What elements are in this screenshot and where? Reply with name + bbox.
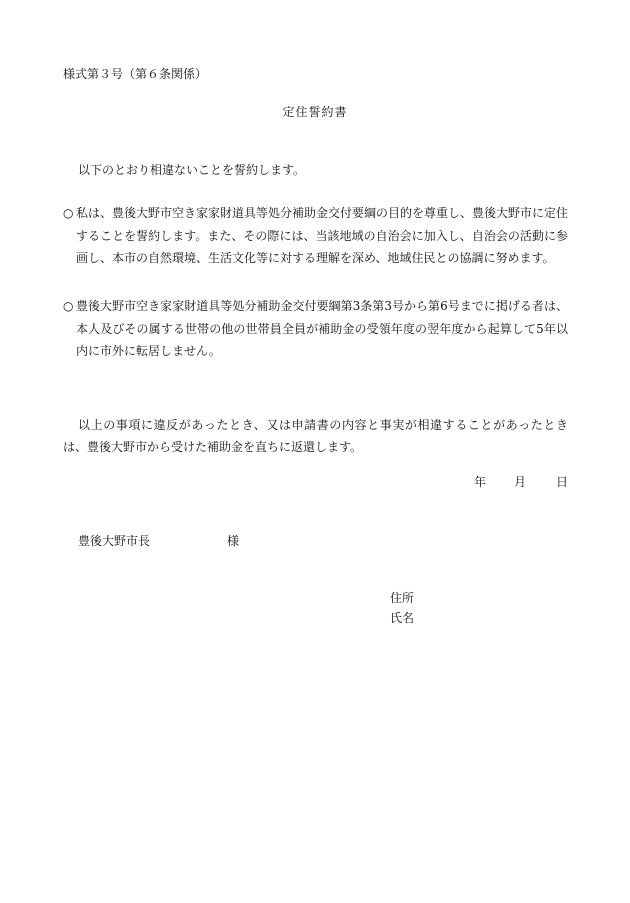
date-year-label: 年 [473,475,486,489]
addressee-name: 豊後大野市長 [78,534,151,548]
date-line [430,472,568,492]
date-month-label: 月 [513,475,526,489]
addressee-honorific: 様 [227,534,240,548]
addressee [78,531,240,551]
intro-text: 以下のとおり相違ないことを誓約します。 [78,163,306,177]
clause-text: 豊後大野市空き家家財道具等処分補助金交付要綱第3条第3号から第6号までに掲げる者は、本人及びその属する世帯の他の世帯員全員が補助金の受領年度の翌年度から起算して5年以内に市外に転居しません。 [76,299,568,358]
document-title: 定住誓約書 [282,105,348,119]
signature-address-label: 住所 [390,591,415,605]
clause-residency [63,296,568,363]
refund-statement: 以上の事項に違反があったとき、又は申請書の内容と事実が相違することがあったときは、豊後大野市から受けた補助金を直ちに返還します。 [63,418,568,454]
circle-bullet-icon: ○ [63,206,74,220]
signature-name-label: 氏名 [390,611,415,625]
clause-settlement [63,203,568,270]
circle-bullet-icon: ○ [63,299,74,313]
date-day-label: 日 [555,475,568,489]
form-number: 様式第３号（第６条関係） [63,67,208,81]
clause-text: 私は、豊後大野市空き家家財道具等処分補助金交付要綱の目的を尊重し、豊後大野市に定住することを誓約します。また、その際には、当該地域の自治会に加入し、自治会の活動に参画し、本市の自然環境、生活文化等に対する理解を深め、地域住民との協調に努めます。 [76,206,569,265]
